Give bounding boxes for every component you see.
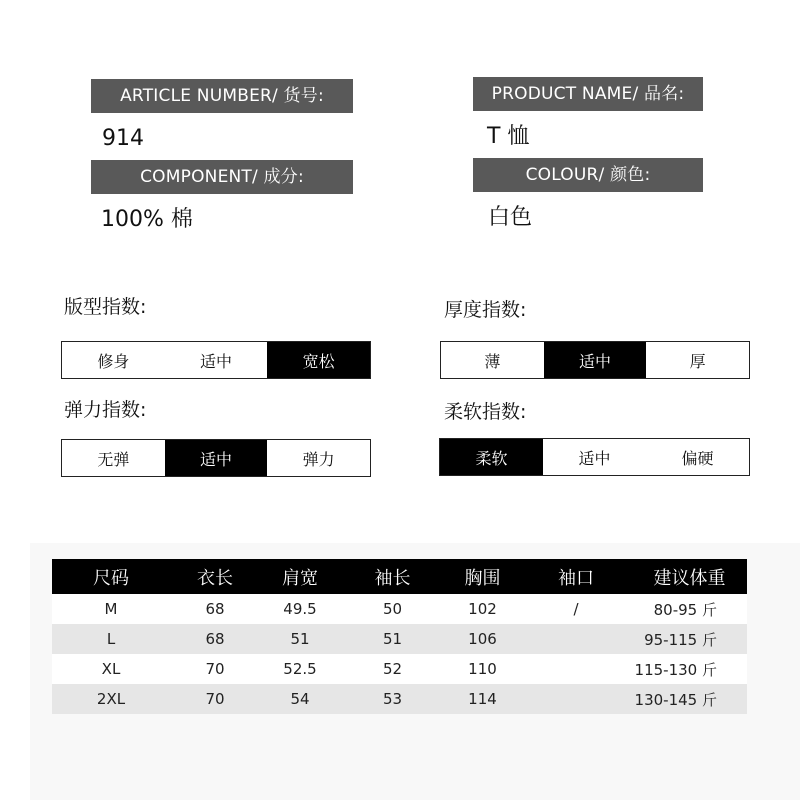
cell-cuff: / bbox=[520, 594, 632, 624]
elasticity-option-none: 无弹 bbox=[97, 449, 130, 469]
article-number-value: 914 bbox=[102, 126, 144, 151]
cell-cuff bbox=[520, 654, 632, 684]
colour-label: COLOUR/ 颜色: bbox=[473, 158, 703, 192]
cell-shoulder: 52.5 bbox=[260, 654, 340, 684]
size-table bbox=[52, 559, 747, 714]
cell-size: M bbox=[52, 594, 170, 624]
header-cuff: 袖口 bbox=[520, 559, 632, 594]
component-label: COMPONENT/ 成分: bbox=[91, 160, 353, 194]
cell-chest: 110 bbox=[445, 654, 520, 684]
fit-index-title: 版型指数: bbox=[64, 296, 147, 318]
cell-weight: 130-145 斤 bbox=[632, 684, 747, 714]
cell-chest: 102 bbox=[445, 594, 520, 624]
softness-option-soft: 柔软 bbox=[440, 439, 543, 475]
cell-weight: 95-115 斤 bbox=[632, 624, 747, 654]
fit-option-slim: 修身 bbox=[97, 351, 130, 371]
thickness-option-medium: 适中 bbox=[544, 342, 647, 378]
thickness-index-scale bbox=[440, 341, 750, 379]
component-value: 100% 棉 bbox=[101, 207, 193, 232]
cell-sleeve: 52 bbox=[340, 654, 445, 684]
cell-size: XL bbox=[52, 654, 170, 684]
cell-length: 70 bbox=[170, 654, 260, 684]
header-chest: 胸围 bbox=[445, 559, 520, 594]
thickness-option-thick: 厚 bbox=[689, 351, 706, 371]
table-row bbox=[52, 624, 747, 654]
header-weight: 建议体重 bbox=[632, 559, 747, 594]
thickness-option-thin: 薄 bbox=[484, 351, 501, 371]
header-length: 衣长 bbox=[170, 559, 260, 594]
table-row bbox=[52, 654, 747, 684]
fit-option-loose: 宽松 bbox=[267, 342, 370, 378]
cell-sleeve: 53 bbox=[340, 684, 445, 714]
elasticity-option-stretch: 弹力 bbox=[302, 449, 335, 469]
softness-option-medium: 适中 bbox=[578, 448, 611, 468]
header-size: 尺码 bbox=[52, 559, 170, 594]
colour-value: 白色 bbox=[488, 205, 533, 230]
size-table-header-row bbox=[52, 559, 747, 594]
cell-size: L bbox=[52, 624, 170, 654]
fit-index-scale bbox=[61, 341, 371, 379]
article-number-label: ARTICLE NUMBER/ 货号: bbox=[91, 79, 353, 113]
cell-sleeve: 50 bbox=[340, 594, 445, 624]
cell-cuff bbox=[520, 684, 632, 714]
cell-shoulder: 51 bbox=[260, 624, 340, 654]
cell-length: 70 bbox=[170, 684, 260, 714]
table-row bbox=[52, 594, 747, 624]
cell-sleeve: 51 bbox=[340, 624, 445, 654]
cell-shoulder: 54 bbox=[260, 684, 340, 714]
softness-option-firm: 偏硬 bbox=[681, 448, 714, 468]
thickness-index-title: 厚度指数: bbox=[444, 299, 527, 321]
header-sleeve: 袖长 bbox=[340, 559, 445, 594]
softness-index-scale bbox=[439, 438, 750, 476]
cell-length: 68 bbox=[170, 624, 260, 654]
elasticity-option-medium: 适中 bbox=[165, 440, 268, 476]
header-shoulder: 肩宽 bbox=[260, 559, 340, 594]
product-name-label: PRODUCT NAME/ 品名: bbox=[473, 77, 703, 111]
product-name-value: T 恤 bbox=[487, 124, 530, 149]
elasticity-index-scale bbox=[61, 439, 371, 477]
softness-index-title: 柔软指数: bbox=[444, 401, 527, 423]
cell-length: 68 bbox=[170, 594, 260, 624]
cell-chest: 106 bbox=[445, 624, 520, 654]
cell-weight: 115-130 斤 bbox=[632, 654, 747, 684]
cell-cuff bbox=[520, 624, 632, 654]
elasticity-index-title: 弹力指数: bbox=[64, 399, 147, 421]
cell-weight: 80-95 斤 bbox=[632, 594, 747, 624]
cell-chest: 114 bbox=[445, 684, 520, 714]
cell-size: 2XL bbox=[52, 684, 170, 714]
fit-option-regular: 适中 bbox=[200, 351, 233, 371]
cell-shoulder: 49.5 bbox=[260, 594, 340, 624]
table-row bbox=[52, 684, 747, 714]
